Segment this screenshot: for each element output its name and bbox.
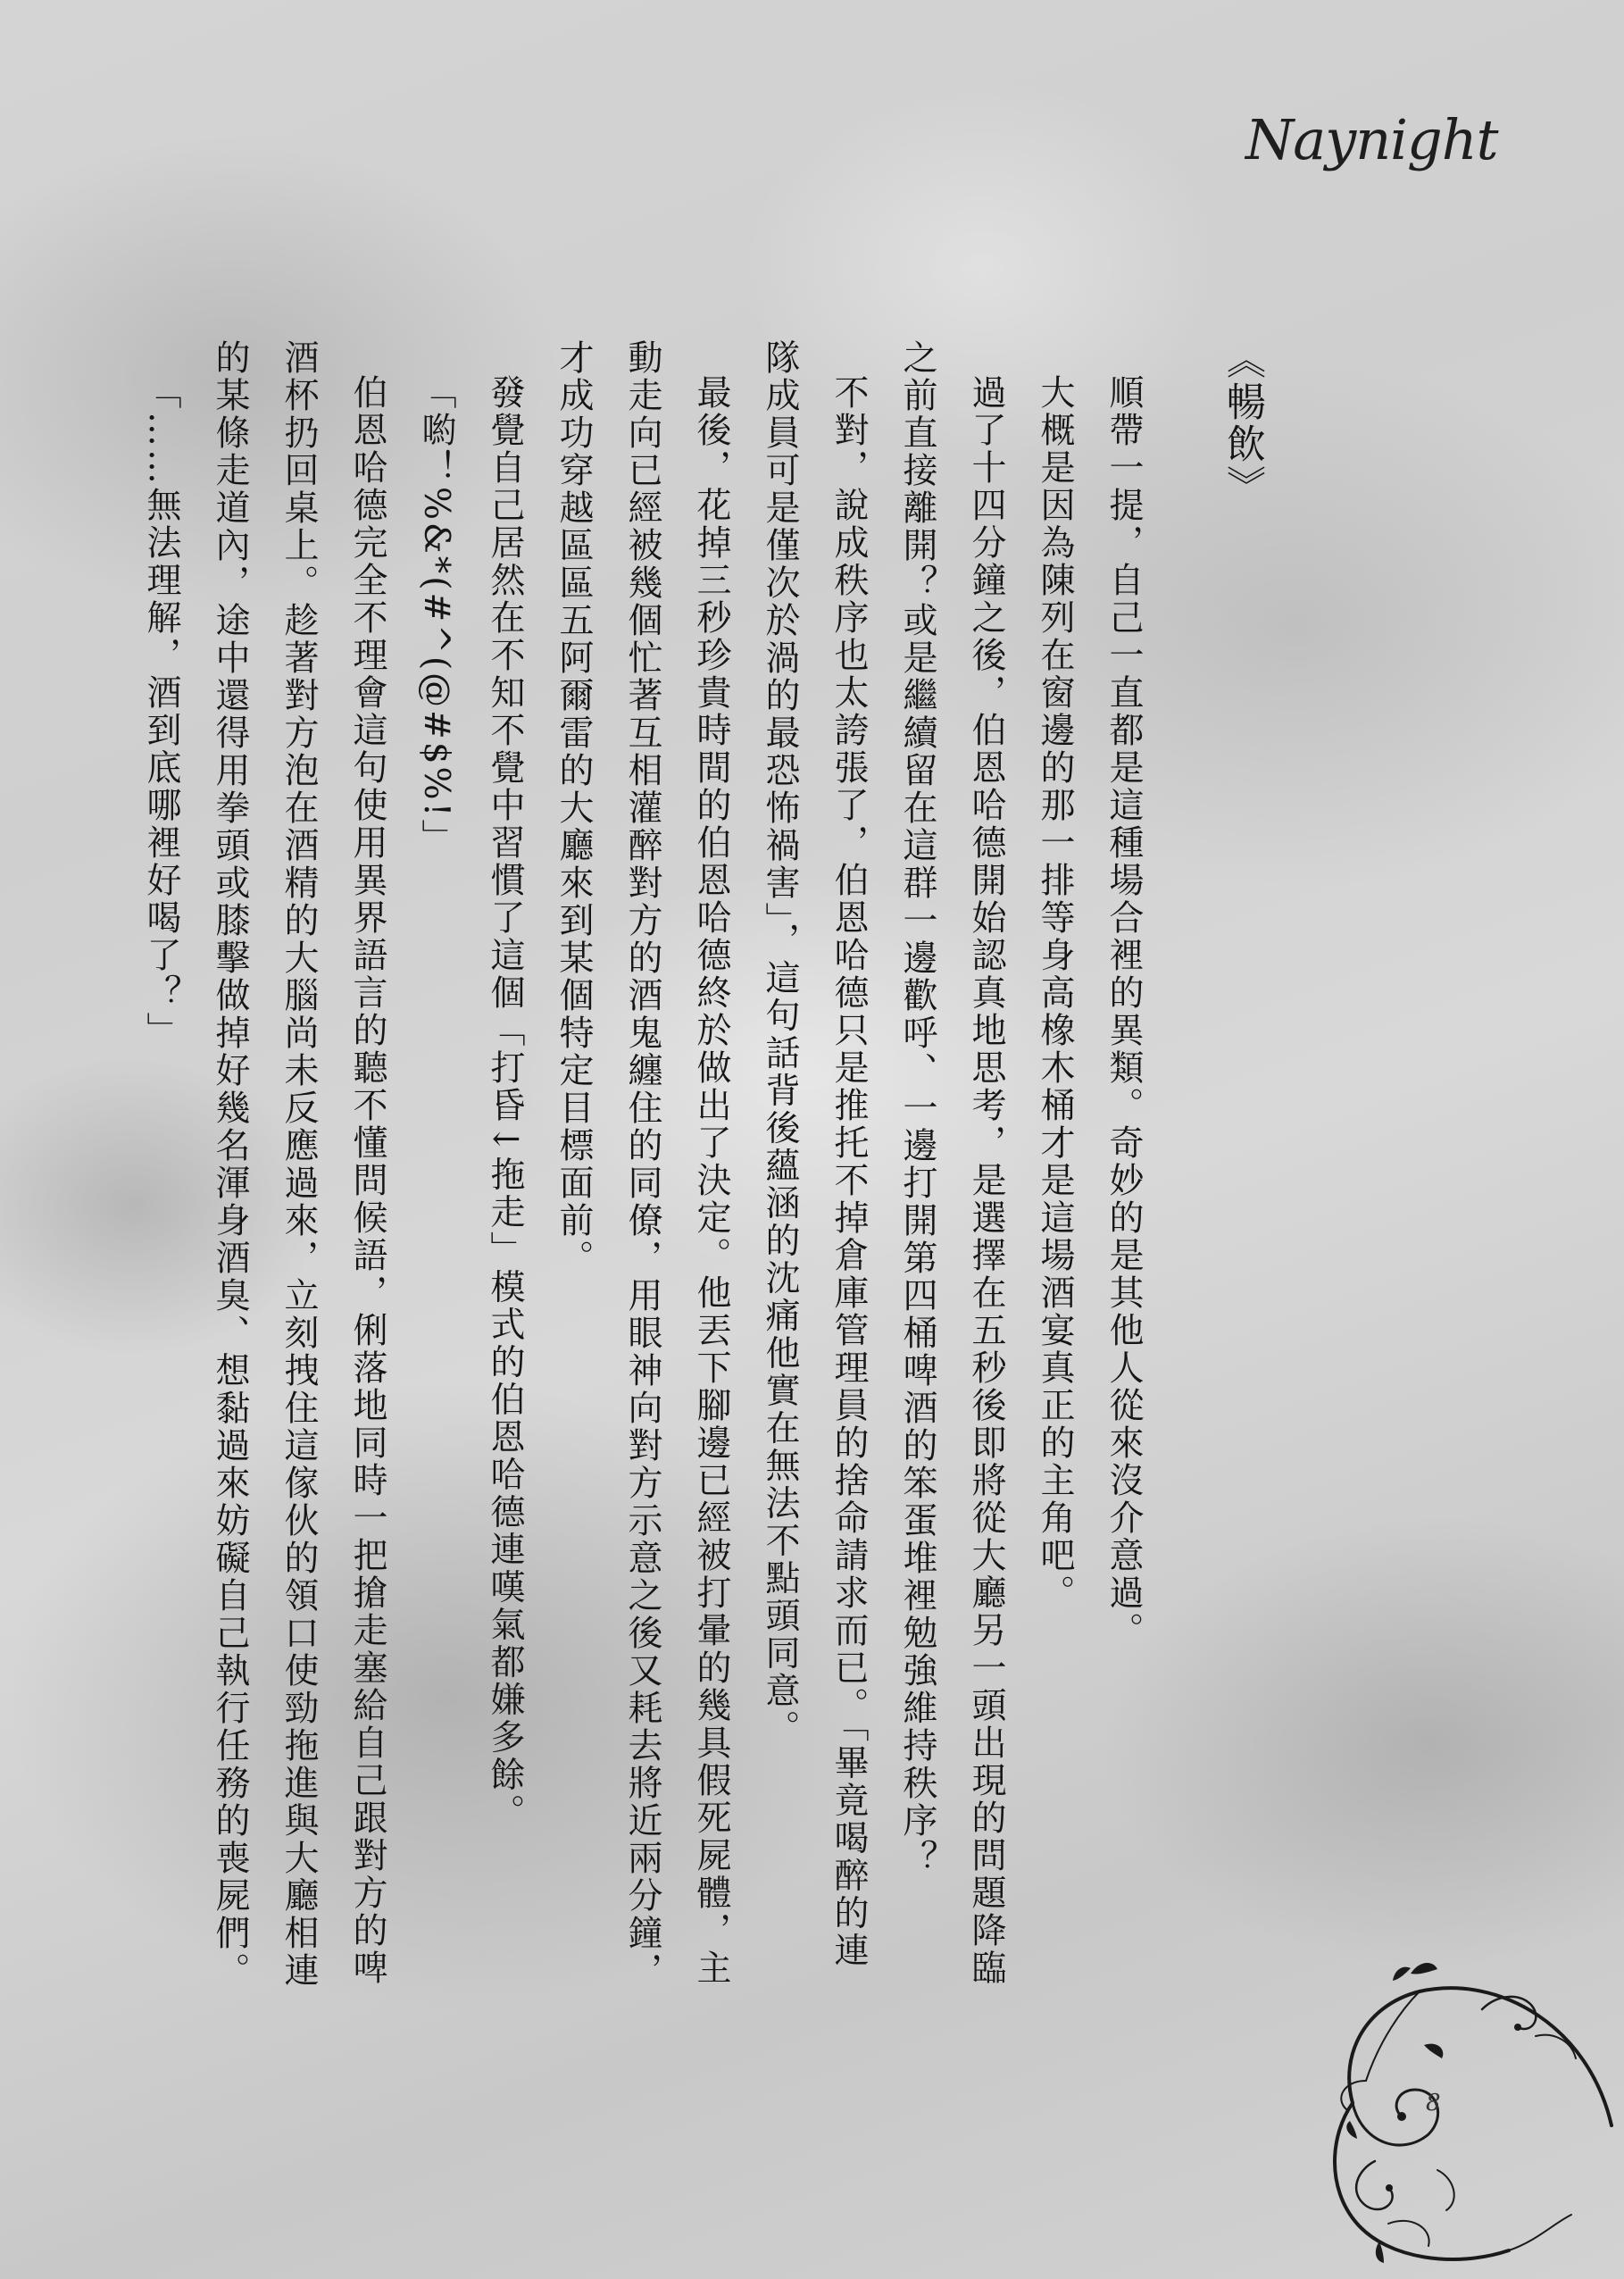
paragraph: 伯恩哈德完全不理會這句使用異界語言的聽不懂問候語，俐落地同時一把搶走塞給自己跟對方的啤酒杯扔回桌上。趁著對方泡在酒精的大腦尚未反應過來，立刻拽住這傢伙的領口使勁拖進與大廳相連的某條走道內，途中還得用拳頭或膝擊做掉好幾名渾身酒臭、想黏過來妨礙自己執行任務的喪屍們。: [210, 339, 387, 1990]
paragraph: 大概是因為陳列在窗邊的那一排等身高橡木桶才是這場酒宴真正的主角吧。: [1035, 374, 1075, 1612]
article-title: 《暢飲》: [1220, 339, 1265, 507]
paragraph: 不對，說成秩序也太誇張了，伯恩哈德只是推托不掉倉庫管理員的捨命請求而已。「畢竟喝醉的連隊成員可是僅次於渦的最恐怖禍害」，這句話背後蘊涵的沈痛他實在無法不點頭同意。: [760, 339, 869, 1970]
article-body: [141, 339, 1277, 2000]
dialogue-line: 「……無法理解，酒到底哪裡好喝了？」: [141, 374, 181, 1049]
flourish-ornament-icon: [1303, 1956, 1624, 2279]
paragraph: 最後，花掉三秒珍貴時間的伯恩哈德終於做出了決定。他丟下腳邊已經被打暈的幾具假死屍體，主動走向已經被幾個忙著互相灌醉對方的酒鬼纏住的同僚，用眼神向對方示意之後又耗去將近兩分鐘，才成功穿越區區五阿爾雷的大廳來到某個特定目標面前。: [554, 339, 731, 1990]
dialogue-line: 「喲！%&*(#^(@#$%!」: [416, 374, 456, 857]
paragraph: 過了十四分鐘之後，伯恩哈德開始認真地思考，是選擇在五秒後即將從大廳另一頭出現的問題降臨之前直接離開？或是繼續留在這群一邊歡呼、一邊打開第四桶啤酒的笨蛋堆裡勉強維持秩序？: [897, 339, 1006, 1987]
brand-logo-text: Naynight: [1245, 107, 1498, 172]
paragraph: 發覺自己居然在不知不覺中習慣了這個「打昏↓拖走」模式的伯恩哈德連嘆氣都嫌多餘。: [485, 374, 525, 1832]
paragraph: 順帶一提，自己一直都是這種場合裡的異類。奇妙的是其他人從來沒介意過。: [1103, 374, 1144, 1649]
page-number: 8: [1426, 2090, 1441, 2116]
